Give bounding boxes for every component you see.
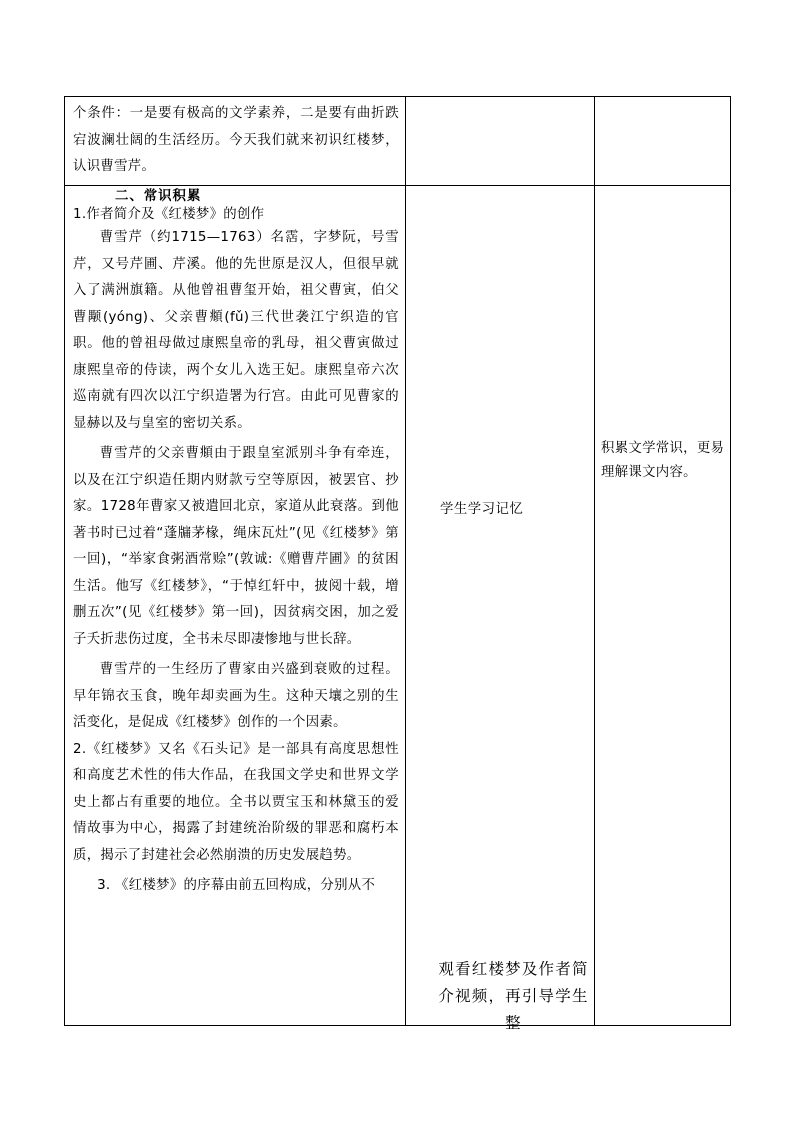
novel-intro-paragraph: 2.《红楼梦》又名《石头记》是一部具有高度思想性和高度艺术性的伟大作品，在我国文学史和世界文学史上都占有重要的地位。全书以贾宝玉和林黛玉的爱情故事为中心，揭露了封建统治阶级的罪恶和腐朽本质，揭示了封建社会必然崩溃的历史发展趋势。 (73, 741, 399, 863)
student-activity-cell (406, 97, 595, 186)
lesson-plan-table (64, 96, 731, 1032)
table-row (65, 97, 731, 186)
intro-paragraph: 个条件：一是要有极高的文学素养，二是要有曲折跌宕波澜壮阔的生活经历。今天我们就来初识红楼梦，认识曹雪芹。 (73, 106, 399, 174)
student-activity-cell (406, 186, 595, 1032)
subsection-title: 1.作者简介及《红楼梦》的创作 (73, 207, 265, 222)
author-paragraph: 曹雪芹（约1715—1763）名霑，字梦阮，号雪芹，又号芹圃、芹溪。他的先世原是汉人，但很早就入了满洲旗籍。从他曾祖曹玺开始，祖父曹寅，伯父曹颙(yóng)、父亲曹頫(fǔ)三代世袭江宁织造的官职。他的曾祖母做过康熙皇帝的乳母，祖父曹寅做过康熙皇帝的侍读，两个女儿入选王妃。康熙皇帝六次巡南就有四次以江宁织造署为行宫。由此可见曹家的显赫以及与皇室的密切关系。 (73, 230, 399, 431)
prologue-paragraph: 3. 《红楼梦》的序幕由前五回构成，分别从不 (97, 878, 376, 893)
table-row (65, 186, 731, 1026)
student-activity-text: 观看红楼梦及作者简介视频，再引导学生整 (438, 960, 589, 1032)
teaching-content-cell (65, 97, 406, 186)
design-intent-text: 积累文学常识，更易理解课文内容。 (601, 441, 725, 480)
teaching-content-cell (65, 186, 406, 1026)
life-change-paragraph: 曹雪芹的一生经历了曹家由兴盛到衰败的过程。早年锦衣玉食，晚年却卖画为生。这种天壤之别的生活变化，是促成《红楼梦》创作的一个因素。 (73, 662, 399, 730)
family-decline-paragraph: 曹雪芹的父亲曹頫由于跟皇室派别斗争有牵连，以及在江宁织造任期内财款亏空等原因，被罢官、抄家。1728年曹家又被遣回北京，家道从此衰落。到他著书时已过着“蓬牖茅椽，绳床瓦灶”(见《红楼梦》第一回)，“举家食粥酒常赊”(敦诚:《赠曹芹圃》的贫困生活。他写《红楼梦》，“于悼红轩中，披阅十载，增删五次”(见《红楼梦》第一回)，因贫病交困，加之爱子夭折悲伤过度，全书未尽即凄惨地与世长辞。 (73, 446, 399, 647)
design-intent-cell (595, 186, 731, 1026)
section-heading: 二、常识积累 (115, 189, 202, 204)
student-activity-text: 学生学习记忆 (440, 502, 524, 517)
design-intent-cell (595, 97, 731, 186)
